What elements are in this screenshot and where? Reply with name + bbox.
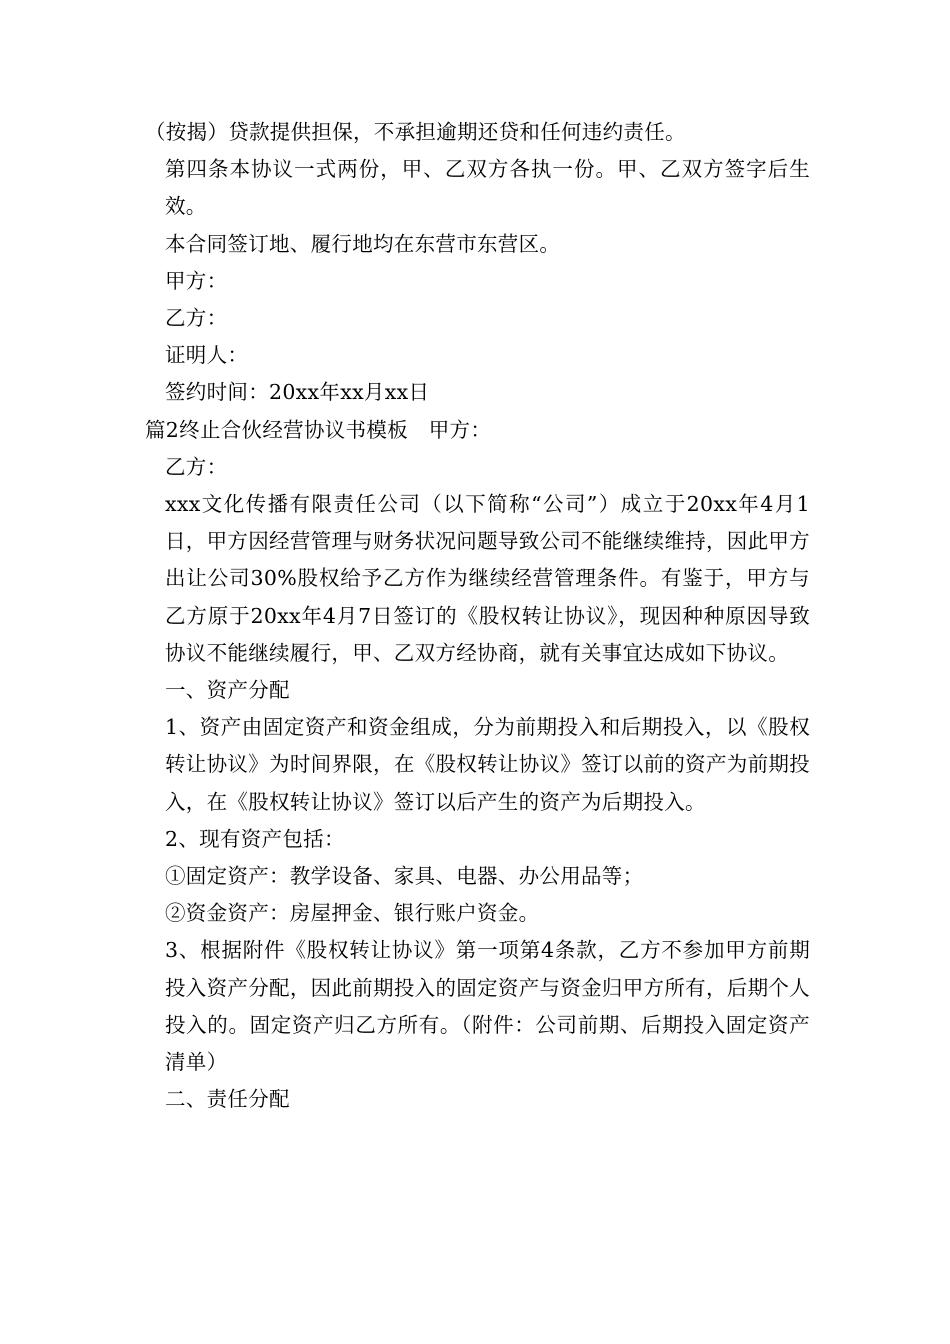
paragraph: 第四条本协议一式两份，甲、乙双方各执一份。甲、乙双方签字后生效。 xyxy=(165,157,810,219)
document-body xyxy=(145,114,810,1118)
paragraph: 1、资产由固定资产和资金组成，分为前期投入和后期投入，以《股权转让协议》为时间界限，在《股权转让协议》签订以前的资产为前期投入，在《股权转让协议》签订以后产生的资产为后期投入。 xyxy=(165,715,810,814)
paragraph: xxx文化传播有限责任公司（以下简称“公司”）成立于20xx年4月1日，甲方因经营管理与财务状况问题导致公司不能继续维持，因此甲方出让公司30%股权给予乙方作为继续经营管理条件。有鉴于，甲方与乙方原于20xx年4月7日签订的《股权转让协议》，现因种种原因导致协议不能继续履行，甲、乙双方经协商，就有关事宜达成如下协议。 xyxy=(165,492,810,665)
paragraph: ②资金资产：房屋押金、银行账户资金。 xyxy=(165,901,540,926)
paragraph: 一、资产分配 xyxy=(165,678,290,703)
paragraph: 甲方： xyxy=(165,268,228,293)
paragraph: ①固定资产：教学设备、家具、电器、办公用品等； xyxy=(165,864,644,889)
paragraph: （按揭）贷款提供担保，不承担逾期还贷和任何违约责任。 xyxy=(145,120,686,144)
paragraph: 乙方： xyxy=(165,454,228,479)
paragraph: 2、现有资产包括： xyxy=(165,826,345,851)
paragraph: 二、责任分配 xyxy=(165,1087,290,1112)
paragraph: 乙方： xyxy=(165,306,228,331)
paragraph: 篇2终止合伙经营协议书模板 甲方： xyxy=(145,417,492,442)
paragraph: 3、根据附件《股权转让协议》第一项第4条款，乙方不参加甲方前期投入资产分配，因此前期投入的固定资产与资金归甲方所有，后期个人投入的。固定资产归乙方所有。（附件：公司前期、后期投入固定资产清单） xyxy=(165,938,810,1075)
paragraph: 本合同签订地、履行地均在东营市东营区。 xyxy=(165,231,561,256)
paragraph: 签约时间：20xx年xx月xx日 xyxy=(165,380,430,405)
paragraph: 证明人： xyxy=(165,343,249,368)
